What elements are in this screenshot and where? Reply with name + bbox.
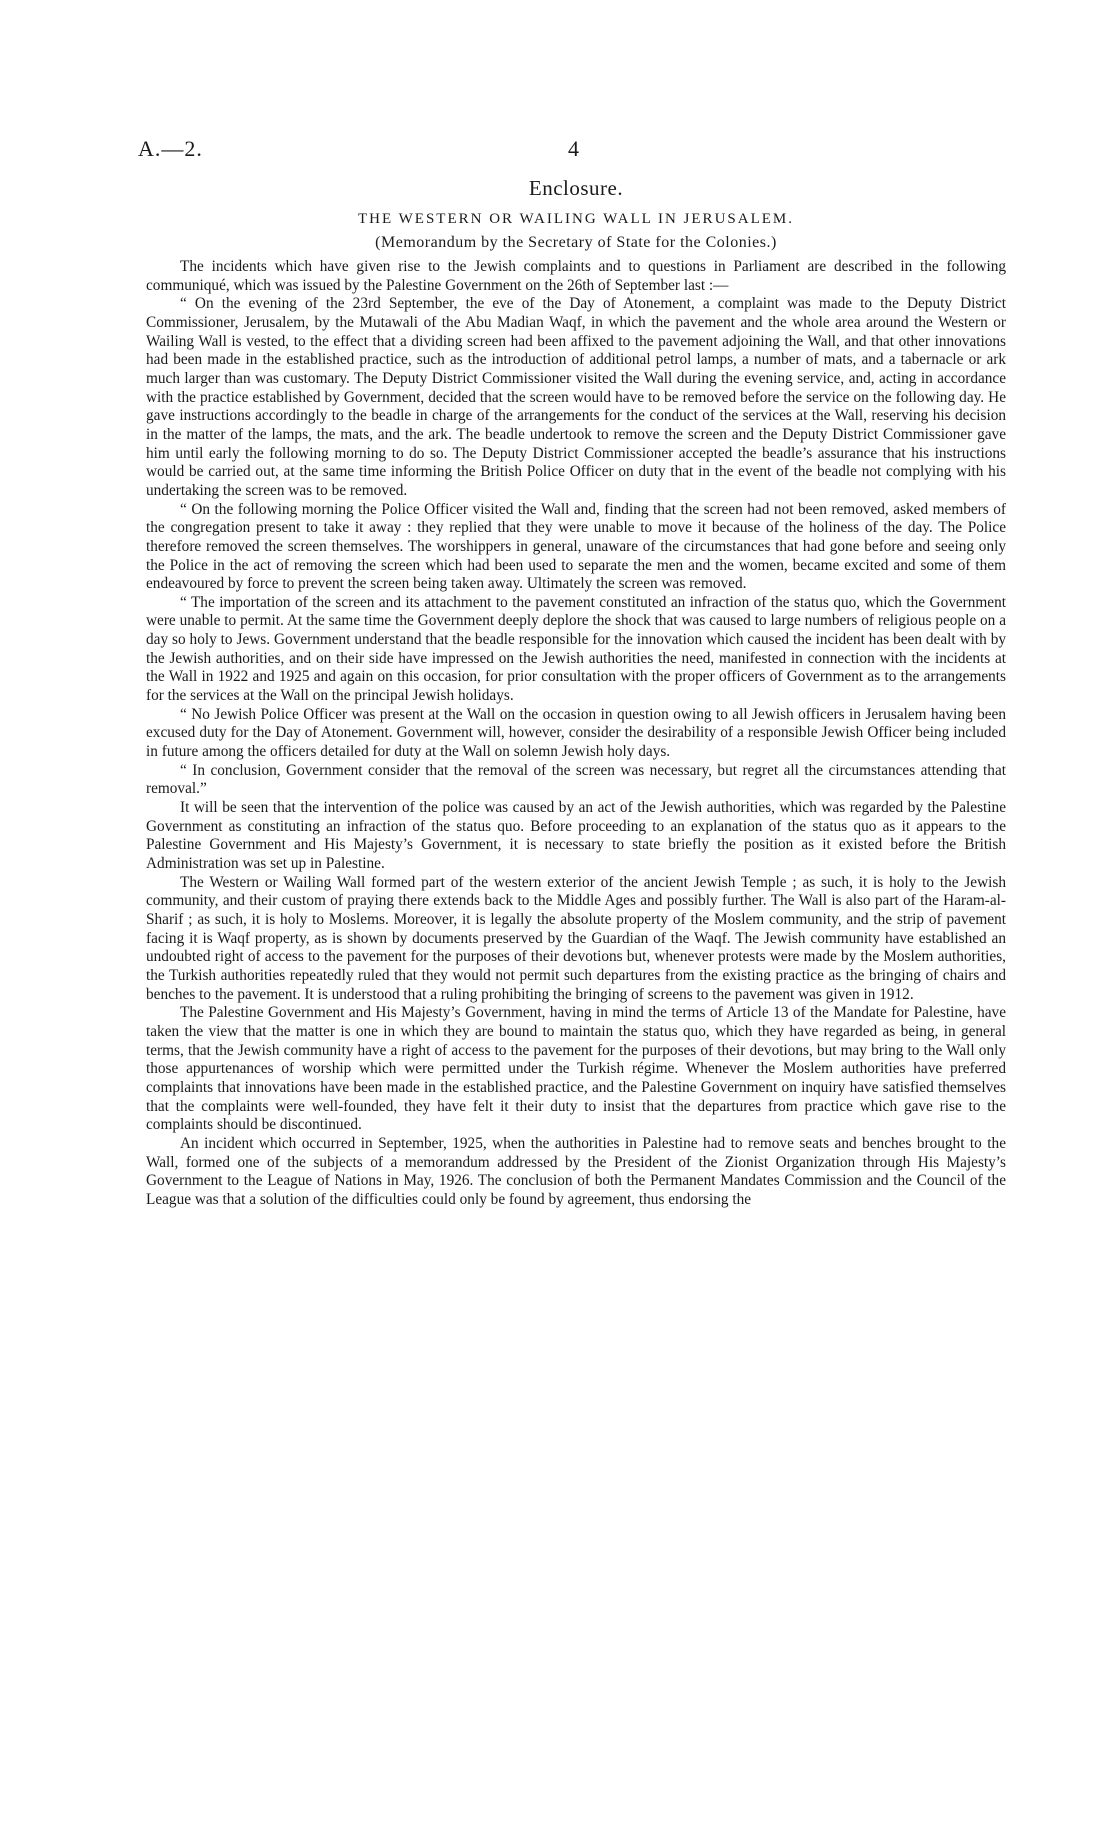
paragraph: An incident which occurred in September, 1925, when the authorities in Palestine had to remove seats and benches brought to the Wall, formed one of the subjects of a memorandum addressed by the President of the Zionist Organization through His Majesty’s Government to the League of Nations in May, 1926. The conclusion of both the Permanent Mandates Commission and the Council of the League was that a solution of the difficulties could only be found by agreement, thus endorsing the — [146, 1134, 1006, 1208]
paragraph: “ No Jewish Police Officer was present at the Wall on the occasion in question owing to all Jewish officers in Jerusalem having been excused duty for the Day of Atonement. Government will, however, consider the desirability of a responsible Jewish Officer being included in future among the officers detailed for duty at the Wall on solemn Jewish holy days. — [146, 705, 1006, 761]
memorandum-text — [146, 258, 1006, 1209]
page-reference: A.—2. — [138, 136, 203, 161]
document-subtitle: (Memorandum by the Secretary of State for the Colonies.) — [375, 234, 777, 251]
paragraph: The Palestine Government and His Majesty’s Government, having in mind the terms of Article 13 of the Mandate for Palestine, have taken the view that the matter is one in which they are bound to maintain the status quo, which they have regarded as being, in general terms, that the Jewish community have a right of access to the pavement for the purposes of their devotions, but may bring to the Wall only those appurtenances of worship which were permitted under the Turkish régime. Whenever the Moslem authorities have preferred complaints that innovations have been made in the established practice, and the Palestine Government on inquiry have satisfied themselves that the complaints were well-founded, they have felt it their duty to insist that the departures from practice which gave rise to the complaints should be discontinued. — [146, 1004, 1006, 1134]
paragraph: The Western or Wailing Wall formed part of the western exterior of the ancient Jewish Temple ; as such, it is holy to the Jewish community, and their custom of praying there extends back to the Middle Ages and possibly further. The Wall is also part of the Haram-al-Sharif ; as such, it is holy to Moslems. Moreover, it is legally the absolute property of the Moslem community, and the strip of pavement facing it is Waqf property, as is shown by documents preserved by the Guardian of the Waqf. The Jewish community have established an undoubted right of access to the pavement for the purposes of their devotions but, whenever protests were made by the Moslem authorities, the Turkish authorities repeatedly ruled that they would not permit such departures from the existing practice as the bringing of chairs and benches to the pavement. It is understood that a ruling prohibiting the bringing of screens to the pavement was given in 1912. — [146, 873, 1006, 1003]
paragraph: It will be seen that the intervention of the police was caused by an act of the Jewish authorities, which was regarded by the Palestine Government as constituting an infraction of the status quo. Before proceeding to an explanation of the status quo as it appears to the Palestine Government and His Majesty’s Government, it is necessary to state briefly the position as it existed before the British Administration was set up in Palestine. — [146, 799, 1006, 872]
document-title: THE WESTERN OR WAILING WALL IN JERUSALEM. — [357, 211, 794, 227]
page-number: 4 — [568, 136, 579, 161]
page-header — [138, 136, 1008, 166]
paragraph: “ On the following morning the Police Officer visited the Wall and, finding that the screen had not been removed, asked members of the congregation present to take it away : they replied that they were unable to move it because of the holiness of the day. The Police therefore removed the screen themselves. The worshippers in general, unaware of the circumstances that had gone before and seeing only the Police in the act of removing the screen which had been used to separate the men and the women, became excited and some of them endeavoured by force to prevent the screen being taken away. Ultimately the screen was removed. — [146, 500, 1006, 593]
enclosure-heading: Enclosure. — [528, 176, 624, 200]
paragraph: “ In conclusion, Government consider that the removal of the screen was necessary, but regret all the circumstances attending that removal.” — [146, 761, 1006, 798]
paragraph: “ The importation of the screen and its attachment to the pavement constituted an infraction of the status quo, which the Government were unable to permit. At the same time the Government deeply deplore the shock that was caused to large numbers of religious people on a day so holy to Jews. Government understand that the beadle responsible for the innovation which caused the incident has been dealt with by the Jewish authorities, and on their side have impressed on the Jewish authorities the need, manifested in connection with the incidents at the Wall in 1922 and 1925 and again on this occasion, for prior consultation with the proper officers of Government as to the arrangements for the services at the Wall on the principal Jewish holidays. — [146, 593, 1006, 705]
document-body — [146, 176, 1006, 1209]
paragraph: The incidents which have given rise to the Jewish complaints and to questions in Parliament are described in the following communiqué, which was issued by the Palestine Government on the 26th of September last :— — [146, 258, 1006, 294]
paragraph: “ On the evening of the 23rd September, the eve of the Day of Atonement, a complaint was made to the Deputy District Commissioner, Jerusalem, by the Mutawali of the Abu Madian Waqf, in which the pavement and the whole area around the Western or Wailing Wall is vested, to the effect that a dividing screen had been affixed to the pavement adjoining the Wall, and that other innovations had been made in the established practice, such as the introduction of additional petrol lamps, a number of mats, and a tabernacle or ark much larger than was customary. The Deputy District Commissioner visited the Wall during the evening service, and, acting in accordance with the practice established by Government, decided that the screen would have to be removed before the service on the following day. He gave instructions accordingly to the beadle in charge of the arrangements for the conduct of the services at the Wall, reserving his decision in the matter of the lamps, the mats, and the ark. The beadle undertook to remove the screen and the Deputy District Commissioner gave him until early the following morning to do so. The Deputy District Commissioner accepted the beadle’s assurance that his instructions would be carried out, at the same time informing the British Police Officer on duty that in the event of the beadle not complying with his undertaking the screen was to be removed. — [146, 295, 1006, 499]
